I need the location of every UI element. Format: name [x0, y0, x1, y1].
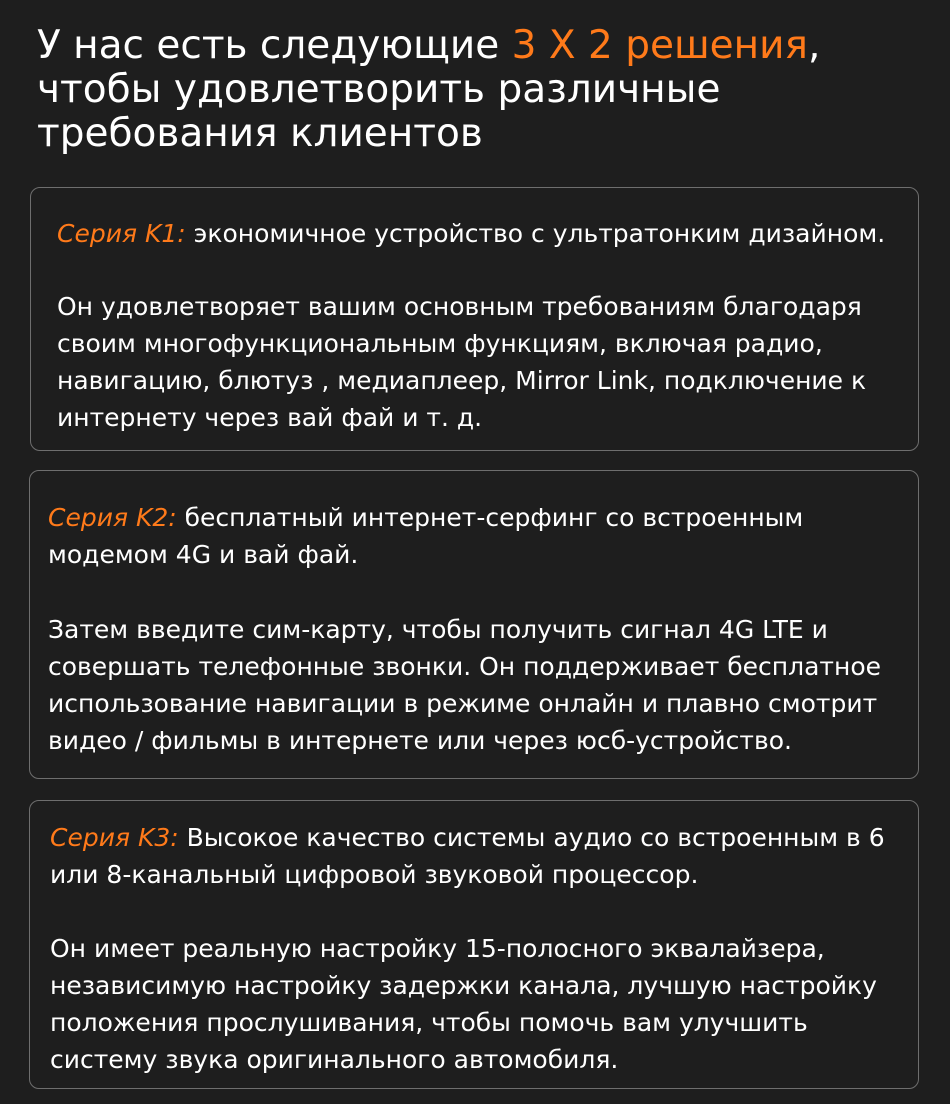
series-k1-label: Серия K1: — [57, 219, 186, 248]
series-k3-label: Серия K3: — [50, 823, 179, 852]
series-k3-summary: Высокое качество системы аудио со встроенным в 6 или 8-канальный цифровой звуковой процессор. — [50, 823, 885, 889]
series-k1-summary-paragraph — [57, 215, 892, 252]
headline-tail: , чтобы удовлетворить различные требования клиентов — [37, 23, 821, 156]
series-k2-summary-paragraph — [48, 499, 900, 573]
series-k2-label: Серия K2: — [48, 503, 177, 532]
headline-lead: У нас есть следующие — [37, 23, 512, 68]
series-k3-detail: Он имеет реальную настройку 15-полосного эквалайзера, независимую настройку задержки канала, лучшую настройку положения прослушивания, чтобы помочь вам улучшить систему звука оригинального автомобиля. — [50, 934, 877, 1074]
series-k1-card — [30, 187, 919, 451]
headline-highlight: 3 X 2 решения — [511, 23, 808, 68]
series-k2-card — [29, 470, 919, 779]
page-headline — [37, 24, 917, 156]
series-k2-summary: бесплатный интернет-серфинг со встроенным модемом 4G и вай фай. — [48, 503, 804, 569]
series-k3-card — [29, 800, 919, 1089]
series-k1-detail: Он удовлетворяет вашим основным требованиям благодаря своим многофункциональным функциям, включая радио, навигацию, блютуз , медиаплеер, Mirror Link, подключение к интернету через вай фай и т. д. — [57, 292, 867, 432]
series-k1-summary: экономичное устройство с ультратонким дизайном. — [185, 219, 886, 248]
series-k3-summary-paragraph — [50, 819, 898, 893]
series-k2-detail: Затем введите сим-карту, чтобы получить сигнал 4G LTE и совершать телефонные звонки. Он поддерживает бесплатное использование навигации в режиме онлайн и плавно смотрит видео / фильмы в интернете или через юсб-устройство. — [48, 615, 882, 755]
